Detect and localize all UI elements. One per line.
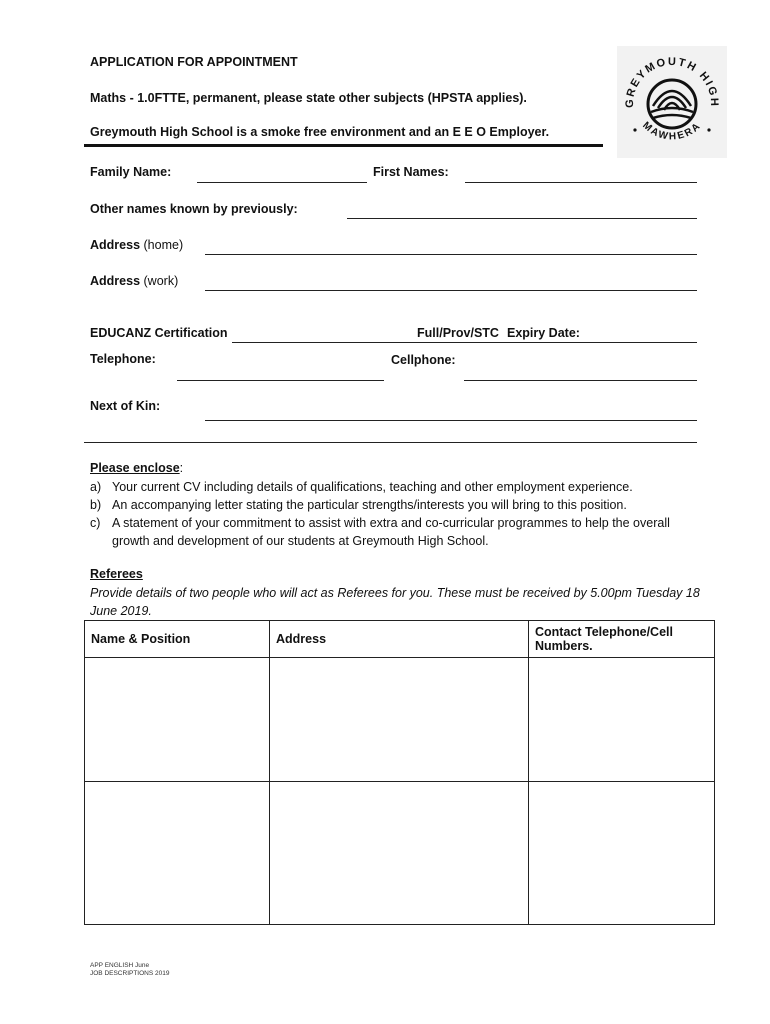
referees-heading: Referees (90, 567, 143, 581)
column-header-name: Name & Position (85, 621, 270, 658)
certification-type-label: Full/Prov/STC (417, 326, 499, 340)
list-item-marker: a) (90, 480, 102, 494)
enclose-heading-text: Please enclose (90, 461, 180, 475)
other-names-label: Other names known by previously: (90, 202, 298, 216)
footer-line-2: JOB DESCRIPTIONS 2019 (90, 970, 170, 977)
list-item-marker: b) (90, 498, 102, 512)
address-work-label-note: (work) (143, 274, 179, 288)
next-of-kin-label: Next of Kin: (90, 399, 161, 413)
footer-line-1: APP ENGLISH June (90, 962, 150, 969)
list-item-text: Your current CV including details of qualifications, teaching and other employment experience. (112, 480, 633, 494)
enclose-heading-colon: : (179, 461, 184, 475)
cellphone-label: Cellphone: (391, 353, 456, 367)
enclose-list (90, 478, 710, 550)
referee-1-address-cell[interactable] (270, 658, 529, 782)
referee-2-address-cell[interactable] (270, 782, 529, 925)
address-work-label (90, 274, 178, 288)
svg-text:MAWHERA (640, 120, 704, 142)
telephone-label: Telephone: (90, 352, 156, 366)
column-header-address: Address (270, 621, 529, 658)
page-title: APPLICATION FOR APPOINTMENT (90, 55, 298, 69)
table-row (85, 782, 715, 925)
address-work-label-bold: Address (90, 274, 141, 288)
list-item-marker: c) (90, 516, 101, 530)
telephone-field[interactable] (177, 380, 384, 381)
family-name-field[interactable] (197, 182, 367, 183)
address-home-label-bold: Address (90, 238, 141, 252)
referee-1-contact-cell[interactable] (529, 658, 715, 782)
family-name-label: Family Name: (90, 165, 172, 179)
other-names-field[interactable] (347, 218, 697, 219)
logo-bottom-text: MAWHERA (640, 120, 704, 143)
list-item (90, 496, 710, 514)
address-home-label (90, 238, 183, 252)
referees-table (84, 620, 715, 925)
referees-note: Provide details of two people who will act as Referees for you. These must be received by 5.00pm Tuesday 18 June 2019. (90, 586, 700, 618)
next-of-kin-field[interactable] (205, 420, 697, 421)
table-header-row (85, 621, 715, 658)
column-header-contact: Contact Telephone/Cell Numbers. (529, 621, 715, 658)
table-row (85, 658, 715, 782)
list-item-text: An accompanying letter stating the particular strengths/interests you will bring to this position. (112, 498, 627, 512)
expiry-date-label: Expiry Date: (507, 326, 580, 340)
svg-text:GREYMOUTH HIGH (624, 56, 720, 108)
educanz-label: EDUCANZ Certification (90, 326, 228, 340)
address-home-label-note: (home) (143, 238, 184, 252)
list-item-text: A statement of your commitment to assist with extra and co-curricular programmes to help the overall growth and development of our students at Greymouth High School. (112, 516, 670, 548)
position-description: Maths - 1.0FTTE, permanent, please state other subjects (HPSTA applies). (90, 91, 527, 105)
cellphone-field[interactable] (464, 380, 697, 381)
school-crest-icon (617, 46, 727, 158)
referee-2-contact-cell[interactable] (529, 782, 715, 925)
school-logo (617, 46, 727, 158)
list-item (90, 514, 710, 550)
page-footer (90, 962, 169, 978)
referee-2-name-cell[interactable] (85, 782, 270, 925)
first-names-label: First Names: (373, 165, 449, 179)
educanz-field[interactable] (232, 342, 697, 343)
employer-note: Greymouth High School is a smoke free environment and an E E O Employer. (90, 125, 550, 139)
header-divider (84, 144, 603, 147)
logo-top-text: GREYMOUTH HIGH (623, 55, 721, 109)
referee-1-name-cell[interactable] (85, 658, 270, 782)
list-item (90, 478, 710, 496)
enclose-heading (90, 461, 183, 475)
section-divider (84, 442, 697, 443)
address-work-field[interactable] (205, 290, 697, 291)
address-home-field[interactable] (205, 254, 697, 255)
first-names-field[interactable] (465, 182, 697, 183)
